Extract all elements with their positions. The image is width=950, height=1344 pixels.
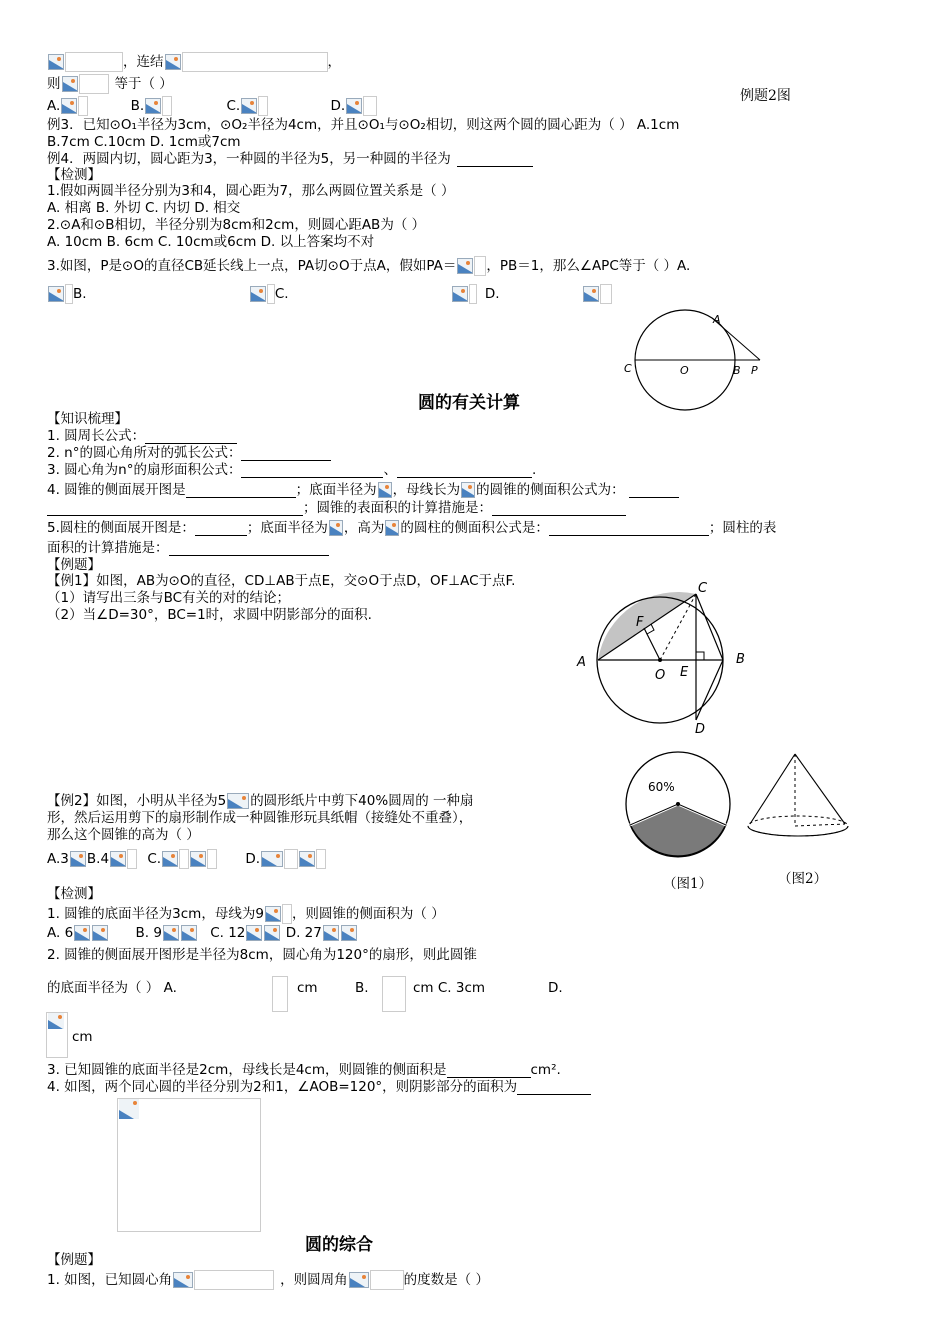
formula-box [65, 52, 123, 72]
example-heading-2: 【例题】 [47, 1252, 101, 1268]
formula-box [370, 1270, 404, 1290]
option-b-label: B.4 [86, 851, 110, 867]
text: 1. 圆锥的底面半径为3cm，母线为9 [47, 906, 264, 922]
example-1-part2: （2）当∠D=30°，BC=1时，求圆中阴影部分的面积. [47, 607, 372, 623]
option-c-image-icon [241, 98, 257, 114]
line-equals [47, 74, 173, 94]
point-f-label: F [636, 615, 644, 630]
text: 1. 圆周长公式： [47, 428, 146, 444]
check-q2: 2.⊙A和⊙B相切，半径分别为8cm和2cm，则圆心距AB为（ ） [47, 217, 426, 233]
point-a-label: A [713, 313, 721, 326]
text: 2. n°的圆心角所对的弧长公式： [47, 445, 242, 461]
example-2-line3: 那么这个圆锥的高为（ ） [47, 827, 200, 843]
point-a-label: A [577, 655, 586, 670]
knowledge-heading: 【知识梳理】 [47, 411, 128, 427]
answer-blank [397, 464, 532, 478]
formula-image-icon [329, 520, 343, 536]
text: 3. 已知圆锥的底面半径是2cm，母线长是4cm，则圆锥的侧面积是 [47, 1062, 447, 1078]
option-b-image-icon [163, 925, 179, 941]
example-2-line1 [47, 793, 473, 809]
figure-reference: 例题2图 [740, 88, 791, 104]
text: ，则圆周角 [280, 1272, 348, 1288]
knowledge-5 [47, 520, 776, 536]
segment-of [644, 628, 660, 660]
text: 的度数是（ ） [403, 1272, 489, 1288]
option-d-image-icon [48, 1013, 64, 1029]
formula-box [284, 849, 298, 869]
answer-blank [447, 1064, 531, 1078]
formula-image-icon [349, 1272, 369, 1288]
text: 的圆形纸片中剪下40%圆周的 一种扇 [250, 793, 474, 809]
formula-box [258, 96, 268, 116]
check-c1-options [47, 925, 358, 941]
formula-image-icon [92, 925, 108, 941]
example-2-line2: 形，然后运用剪下的扇形制作成一种圆锥形玩具纸帽（接缝处不重叠）， [47, 810, 473, 826]
option-a-image-icon [74, 925, 90, 941]
knowledge-3 [47, 462, 536, 478]
option-d-label: D. [548, 980, 563, 996]
cone-right-edge [795, 754, 845, 824]
option-b-image-icon [250, 286, 266, 302]
answer-blank [549, 522, 709, 536]
check-c2-line2 [47, 980, 177, 996]
text: 1. 如图，已知圆心角 [47, 1272, 173, 1288]
formula-box [179, 849, 189, 869]
option-d-image-icon [346, 98, 362, 114]
cut-sector [630, 804, 726, 857]
text: 5.圆柱的侧面展开图是： [47, 520, 195, 536]
example-2-options [47, 849, 326, 869]
answer-blank [47, 502, 303, 516]
answer-blank [492, 502, 626, 516]
formula-image-icon [165, 54, 181, 70]
option-d-label: D. [330, 98, 346, 114]
options-row [47, 96, 377, 116]
check-q3-options [47, 284, 612, 304]
option-d-image-icon [583, 286, 599, 302]
formula-box [382, 976, 406, 1012]
formula-box [316, 849, 326, 869]
point-b-label: B [733, 364, 741, 377]
formula-image-icon [299, 851, 315, 867]
synthesis-q1 [47, 1270, 489, 1290]
check-c1 [47, 904, 445, 924]
text: 3. 圆心角为n°的扇形面积公式： [47, 462, 242, 478]
check-heading: 【检测】 [47, 167, 101, 183]
text: ，连结 [123, 54, 164, 70]
option-d-label: D. [245, 851, 261, 867]
answer-blank [169, 542, 329, 556]
center-point [658, 658, 662, 662]
formula-box [162, 96, 172, 116]
figure-2-caption: （图2） [778, 871, 828, 887]
option-b-image-icon [145, 98, 161, 114]
answer-blank [241, 447, 331, 461]
example-4 [47, 151, 533, 167]
check-q2-options: A. 10cm B. 6cm C. 10cm或6cm D. 以上答案均不对 [47, 234, 375, 250]
circle-center [676, 802, 680, 806]
chord-cb [696, 594, 723, 660]
answer-blank [186, 484, 296, 498]
option-a-image-icon [48, 286, 64, 302]
option-d-label: D. [484, 286, 500, 302]
line-connect [47, 52, 341, 72]
knowledge-1 [47, 428, 237, 444]
text: 则 [47, 76, 61, 92]
formula-box [78, 96, 88, 116]
option-a-label: A. 6 [47, 925, 74, 941]
formula-image-icon [48, 54, 64, 70]
text: ，高为 [343, 520, 385, 536]
check-q1: 1.假如两圆半径分别为3和4，圆心距为7，那么两圆位置关系是（ ） [47, 183, 455, 199]
option-b-label: B. [73, 286, 87, 302]
option-c-text: cm C. 3cm [413, 980, 486, 996]
text: 【例2】如图，小明从半径为5 [47, 793, 227, 809]
option-c-image-icon [452, 286, 468, 302]
answer-blank [145, 430, 237, 444]
text: . [531, 462, 537, 478]
point-b-label: B [736, 652, 745, 667]
text: ，母线长为 [392, 482, 461, 498]
formula-box [65, 284, 73, 304]
formula-box [282, 904, 292, 924]
option-b-label: B. [130, 98, 145, 114]
section-title-calc: 圆的有关计算 [418, 393, 520, 413]
example-heading: 【例题】 [47, 557, 101, 573]
answer-blank [457, 153, 533, 167]
formula-image-icon [62, 76, 78, 92]
formula-box [46, 1012, 68, 1058]
answer-blank [195, 522, 247, 536]
unit-cm: cm [297, 980, 318, 996]
text: 4. 如图，两个同心圆的半径分别为2和1，∠AOB=120°，则阴影部分的面积为 [47, 1079, 518, 1095]
example-1-figure [570, 578, 770, 738]
formula-box [363, 96, 377, 116]
formula-image-icon [173, 1272, 193, 1288]
check-c4 [47, 1079, 591, 1095]
check-q3 [47, 256, 690, 276]
right-angle-e [696, 652, 704, 660]
point-c-label: C [698, 581, 708, 596]
option-b-image-icon [110, 851, 126, 867]
text: ；底面半径为 [295, 482, 377, 498]
formula-box [194, 1270, 274, 1290]
percent-label: 60% [648, 780, 675, 794]
formula-box [474, 256, 486, 276]
text: ，PB＝1，那么∠APC等于（ ）A. [486, 258, 691, 274]
point-o-label: O [655, 668, 666, 683]
text: ；底面半径为 [246, 520, 328, 536]
knowledge-4 [47, 482, 679, 498]
example-1-part1: （1）请写出三条与BC有关的对的结论； [47, 590, 291, 606]
formula-box [469, 284, 477, 304]
figure-placeholder [117, 1098, 261, 1232]
point-p-label: P [751, 364, 758, 377]
chord-db [696, 660, 723, 720]
option-d-label: D. 27 [285, 925, 322, 941]
formula-image-icon [378, 482, 392, 498]
text: 3.如图，P是⊙O的直径CB延长线上一点，PA切⊙O于点A，假如PA＝ [47, 258, 457, 274]
formula-box [600, 284, 612, 304]
formula-image-icon [457, 258, 473, 274]
point-c-label: C [624, 362, 632, 375]
text: 等于（ ） [114, 76, 173, 92]
formula-image-icon [264, 925, 280, 941]
formula-box [79, 74, 109, 94]
option-a-label: A.3 [47, 851, 69, 867]
formula-image-icon [265, 906, 281, 922]
answer-blank [241, 464, 383, 478]
example-3: 例3．已知⊙O₁半径为3cm，⊙O₂半径为4cm，并且⊙O₁与⊙O₂相切，则这两个圆的圆心距为（ ） A.1cm [47, 117, 680, 133]
cone-radius [795, 824, 845, 826]
knowledge-4-cont [47, 500, 626, 516]
text: 面积的计算措施是： [47, 540, 169, 556]
formula-image-icon [385, 520, 399, 536]
option-d-image-icon [323, 925, 339, 941]
example-1: 【例1】如图，AB为⊙O的直径，CD⊥AB于点E，交⊙O于点D，OF⊥AC于点F. [47, 573, 516, 589]
option-c-label: C. [147, 851, 162, 867]
section-title-synthesis: 圆的综合 [305, 1235, 373, 1255]
check-heading-2: 【检测】 [47, 886, 101, 902]
option-c-image-icon [246, 925, 262, 941]
option-b-label: B. [355, 980, 369, 996]
answer-blank [629, 484, 679, 498]
example-3-options: B.7cm C.10cm D. 1cm或7cm [47, 134, 241, 150]
tangent-figure [620, 302, 780, 412]
formula-box [267, 284, 275, 304]
cone-left-edge [750, 754, 795, 824]
formula-image-icon [181, 925, 197, 941]
option-a-image-icon [70, 851, 86, 867]
formula-image-icon [190, 851, 206, 867]
point-d-label: D [695, 722, 706, 737]
text: ，则圆锥的侧面积为（ ） [291, 906, 445, 922]
answer-blank [517, 1081, 591, 1095]
text: 的圆柱的侧面积公式是： [400, 520, 549, 536]
formula-box [127, 849, 137, 869]
text: 例4．两圆内切，圆心距为3，一种圆的半径为5，另一种圆的半径为 [47, 151, 451, 167]
text: ；圆柱的表 [708, 520, 777, 536]
check-q1-options: A. 相离 B. 外切 C. 内切 D. 相交 [47, 200, 241, 216]
cone-base-front [748, 826, 848, 836]
text: 4. 圆锥的侧面展开图是 [47, 482, 186, 498]
option-c-label: C. [226, 98, 241, 114]
option-d-image-icon [261, 851, 283, 867]
text: 、 [383, 462, 397, 478]
knowledge-5-cont [47, 540, 329, 556]
figure-1-caption: （图1） [663, 876, 713, 892]
option-c-label: C. 12 [210, 925, 246, 941]
formula-box [272, 976, 288, 1012]
check-c3 [47, 1062, 561, 1078]
formula-box [182, 52, 328, 72]
text: ；圆锥的表面积的计算措施是： [303, 500, 492, 516]
text: ， [327, 54, 341, 70]
option-a-image-icon [61, 98, 77, 114]
point-e-label: E [680, 665, 689, 680]
option-a-label: A. [47, 98, 61, 114]
point-o-label: O [680, 364, 689, 377]
option-b-label: B. 9 [135, 925, 162, 941]
check-c2: 2. 圆锥的侧面展开图形是半径为8cm，圆心角为120°的扇形，则此圆锥 [47, 947, 477, 963]
figure-image-icon [119, 1099, 139, 1119]
formula-image-icon [341, 925, 357, 941]
option-c-image-icon [162, 851, 178, 867]
formula-box [207, 849, 217, 869]
formula-image-icon [227, 793, 249, 809]
text: 的底面半径为（ ） A. [47, 980, 177, 996]
knowledge-2 [47, 445, 331, 461]
option-c-label: C. [274, 286, 289, 302]
text: 的圆锥的侧面积公式为： [476, 482, 625, 498]
formula-image-icon [461, 482, 475, 498]
text: cm². [530, 1062, 561, 1078]
unit-cm: cm [72, 1029, 93, 1045]
